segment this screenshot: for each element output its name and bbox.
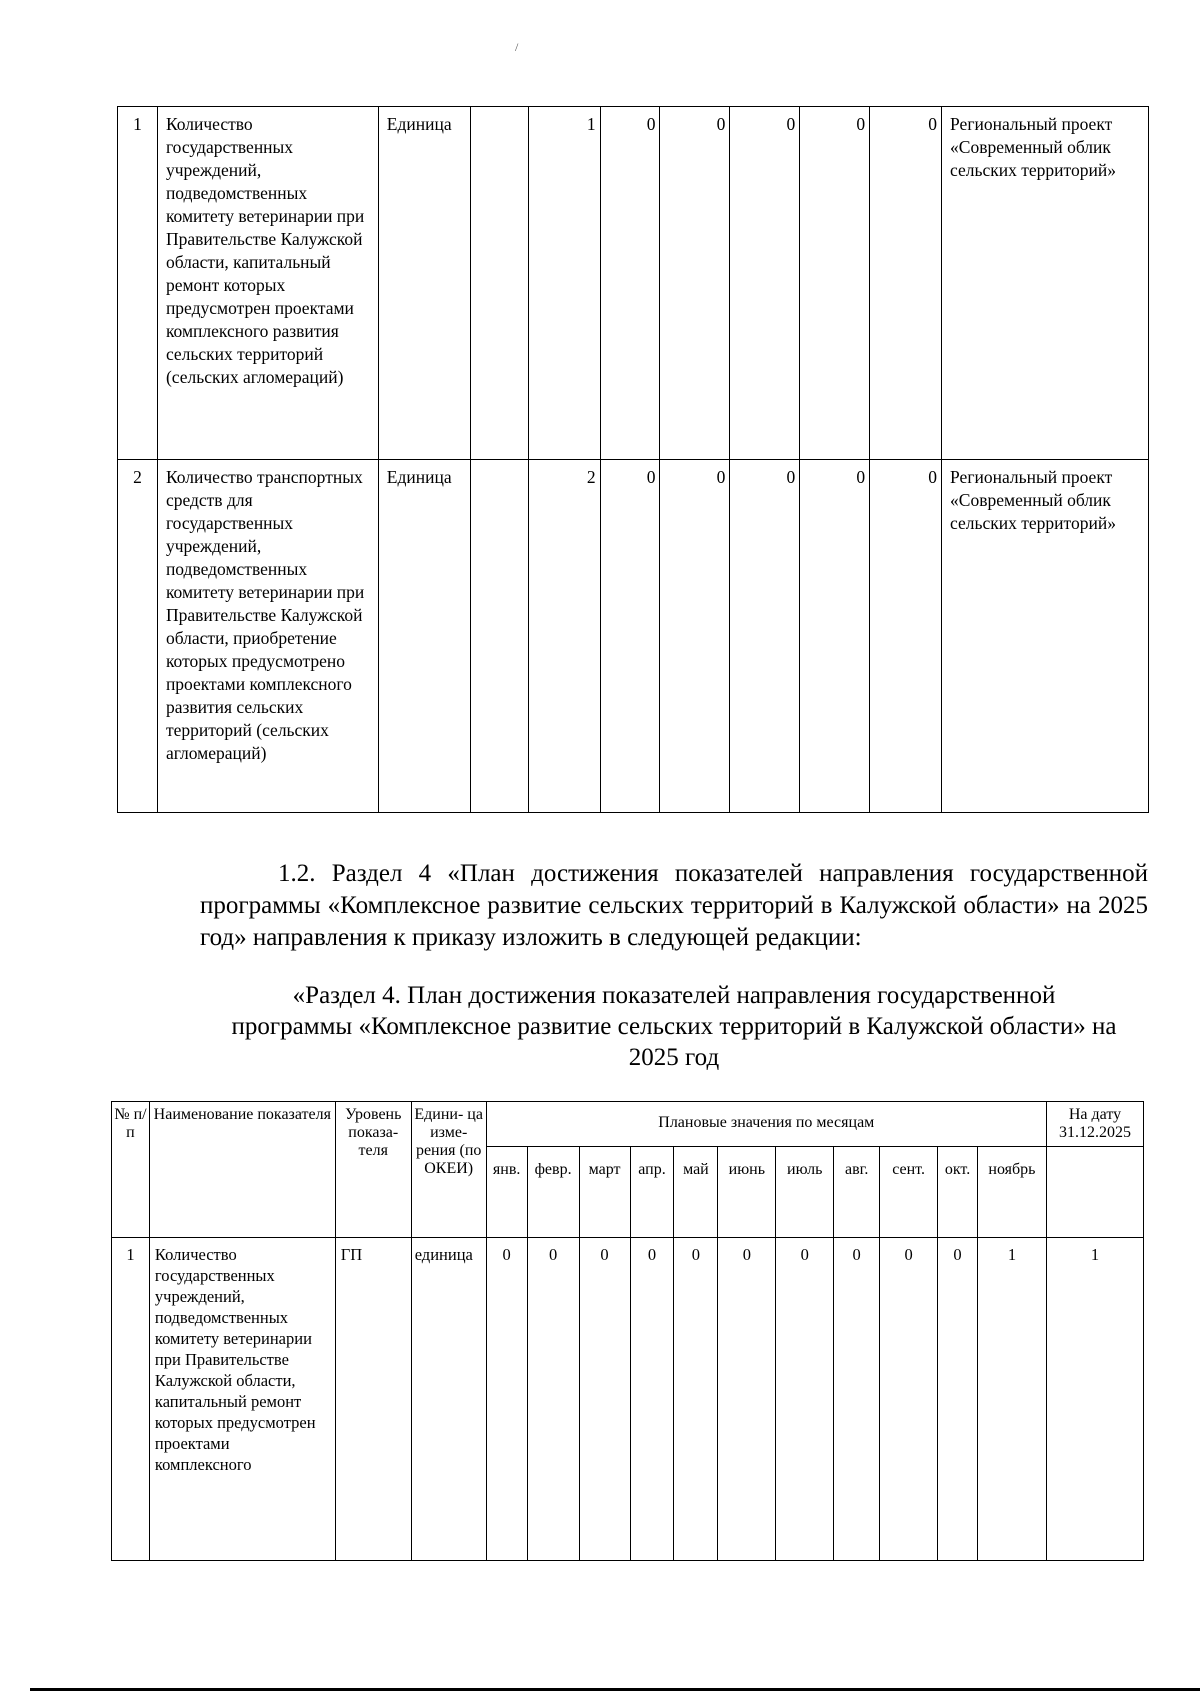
- month-value: 0: [834, 1238, 880, 1561]
- month-header: март: [579, 1147, 630, 1238]
- value-cell: 0: [870, 460, 942, 813]
- indicator-name: Количество транспортных средств для государственных учреждений, подведомственных комитету ветеринарии при Правительстве Калужской области, приобретение которых предусмотрено проектами комплексного развития сельских территорий (сельских агломераций): [157, 460, 378, 813]
- page-bottom-rule: [30, 1688, 1200, 1691]
- value-cell: 0: [600, 460, 660, 813]
- col-header-unit: Едини- ца изме- рения (по ОКЕИ): [411, 1102, 486, 1238]
- value-cell: 0: [870, 107, 942, 460]
- value-cell: 0: [800, 460, 870, 813]
- table-row: [112, 1238, 1144, 1561]
- month-value: 0: [880, 1238, 938, 1561]
- total-value: 1: [1046, 1238, 1143, 1561]
- month-value: 0: [718, 1238, 776, 1561]
- month-value: 0: [674, 1238, 718, 1561]
- table-row: [118, 107, 1149, 460]
- value-cell: 0: [600, 107, 660, 460]
- value-cell: 0: [660, 460, 730, 813]
- value-cell: 2: [528, 460, 600, 813]
- table-row: [118, 460, 1149, 813]
- month-header: июль: [776, 1147, 834, 1238]
- row-index: 1: [112, 1238, 150, 1561]
- month-value: 1: [978, 1238, 1047, 1561]
- unit-cell: Единица: [378, 460, 470, 813]
- month-value: 0: [776, 1238, 834, 1561]
- col-header-name: Наименование показателя: [149, 1102, 335, 1238]
- top-mark: /: [515, 40, 519, 54]
- indicators-table-continued: [117, 106, 1149, 813]
- month-header: апр.: [630, 1147, 674, 1238]
- amendment-paragraph: 1.2. Раздел 4 «План достижения показателей направления государственной программы «Комплексное развитие сельских территорий в Калужской области» на 2025 год» направления к приказу изложить в следующей редакции:: [200, 860, 1148, 951]
- col-header-level: Уровень показа- теля: [335, 1102, 411, 1238]
- col-header-monthly: Плановые значения по месяцам: [486, 1102, 1046, 1147]
- month-value: 0: [527, 1238, 579, 1561]
- indicator-name: Количество государственных учреждений, подведомственных комитету ветеринарии при Правительстве Калужской области, капитальный ремонт которых предусмотрен проектами комплексного: [149, 1238, 335, 1561]
- value-cell: 0: [730, 107, 800, 460]
- col-header-number: № п/п: [112, 1102, 150, 1238]
- monthly-plan-table: [111, 1101, 1144, 1561]
- value-cell: 0: [800, 107, 870, 460]
- month-value: 0: [579, 1238, 630, 1561]
- unit-cell: Единица: [378, 107, 470, 460]
- section-heading-line: 2025 год: [628, 1044, 720, 1071]
- value-cell: 0: [730, 460, 800, 813]
- header-row: [112, 1102, 1144, 1147]
- col-header-date: На дату 31.12.2025: [1046, 1102, 1143, 1147]
- project-cell: Региональный проект «Современный облик сельских территорий»: [942, 460, 1149, 813]
- section-heading: [200, 980, 1148, 1073]
- row-index: 2: [118, 460, 158, 813]
- indicator-name: Количество государственных учреждений, подведомственных комитету ветеринарии при Правительстве Калужской области, капитальный ремонт которых предусмотрен проектами комплексного развития сельских территорий (сельских агломераций): [157, 107, 378, 460]
- month-header: февр.: [527, 1147, 579, 1238]
- month-value: 0: [938, 1238, 978, 1561]
- month-header: июнь: [718, 1147, 776, 1238]
- month-value: 0: [486, 1238, 527, 1561]
- value-cell: 0: [660, 107, 730, 460]
- month-header: окт.: [938, 1147, 978, 1238]
- unit-cell: единица: [411, 1238, 486, 1561]
- month-header: авг.: [834, 1147, 880, 1238]
- section-heading-line: «Раздел 4. План достижения показателей направления государственной: [292, 982, 1056, 1009]
- blank-cell: [470, 460, 528, 813]
- project-cell: Региональный проект «Современный облик сельских территорий»: [942, 107, 1149, 460]
- month-header: янв.: [486, 1147, 527, 1238]
- level-cell: ГП: [335, 1238, 411, 1561]
- month-header: май: [674, 1147, 718, 1238]
- date-subheader: [1046, 1147, 1143, 1238]
- month-header: ноябрь: [978, 1147, 1047, 1238]
- blank-cell: [470, 107, 528, 460]
- month-header: сент.: [880, 1147, 938, 1238]
- row-index: 1: [118, 107, 158, 460]
- month-value: 0: [630, 1238, 674, 1561]
- value-cell: 1: [528, 107, 600, 460]
- section-heading-line: программы «Комплексное развитие сельских территорий в Калужской области» на: [231, 1013, 1117, 1040]
